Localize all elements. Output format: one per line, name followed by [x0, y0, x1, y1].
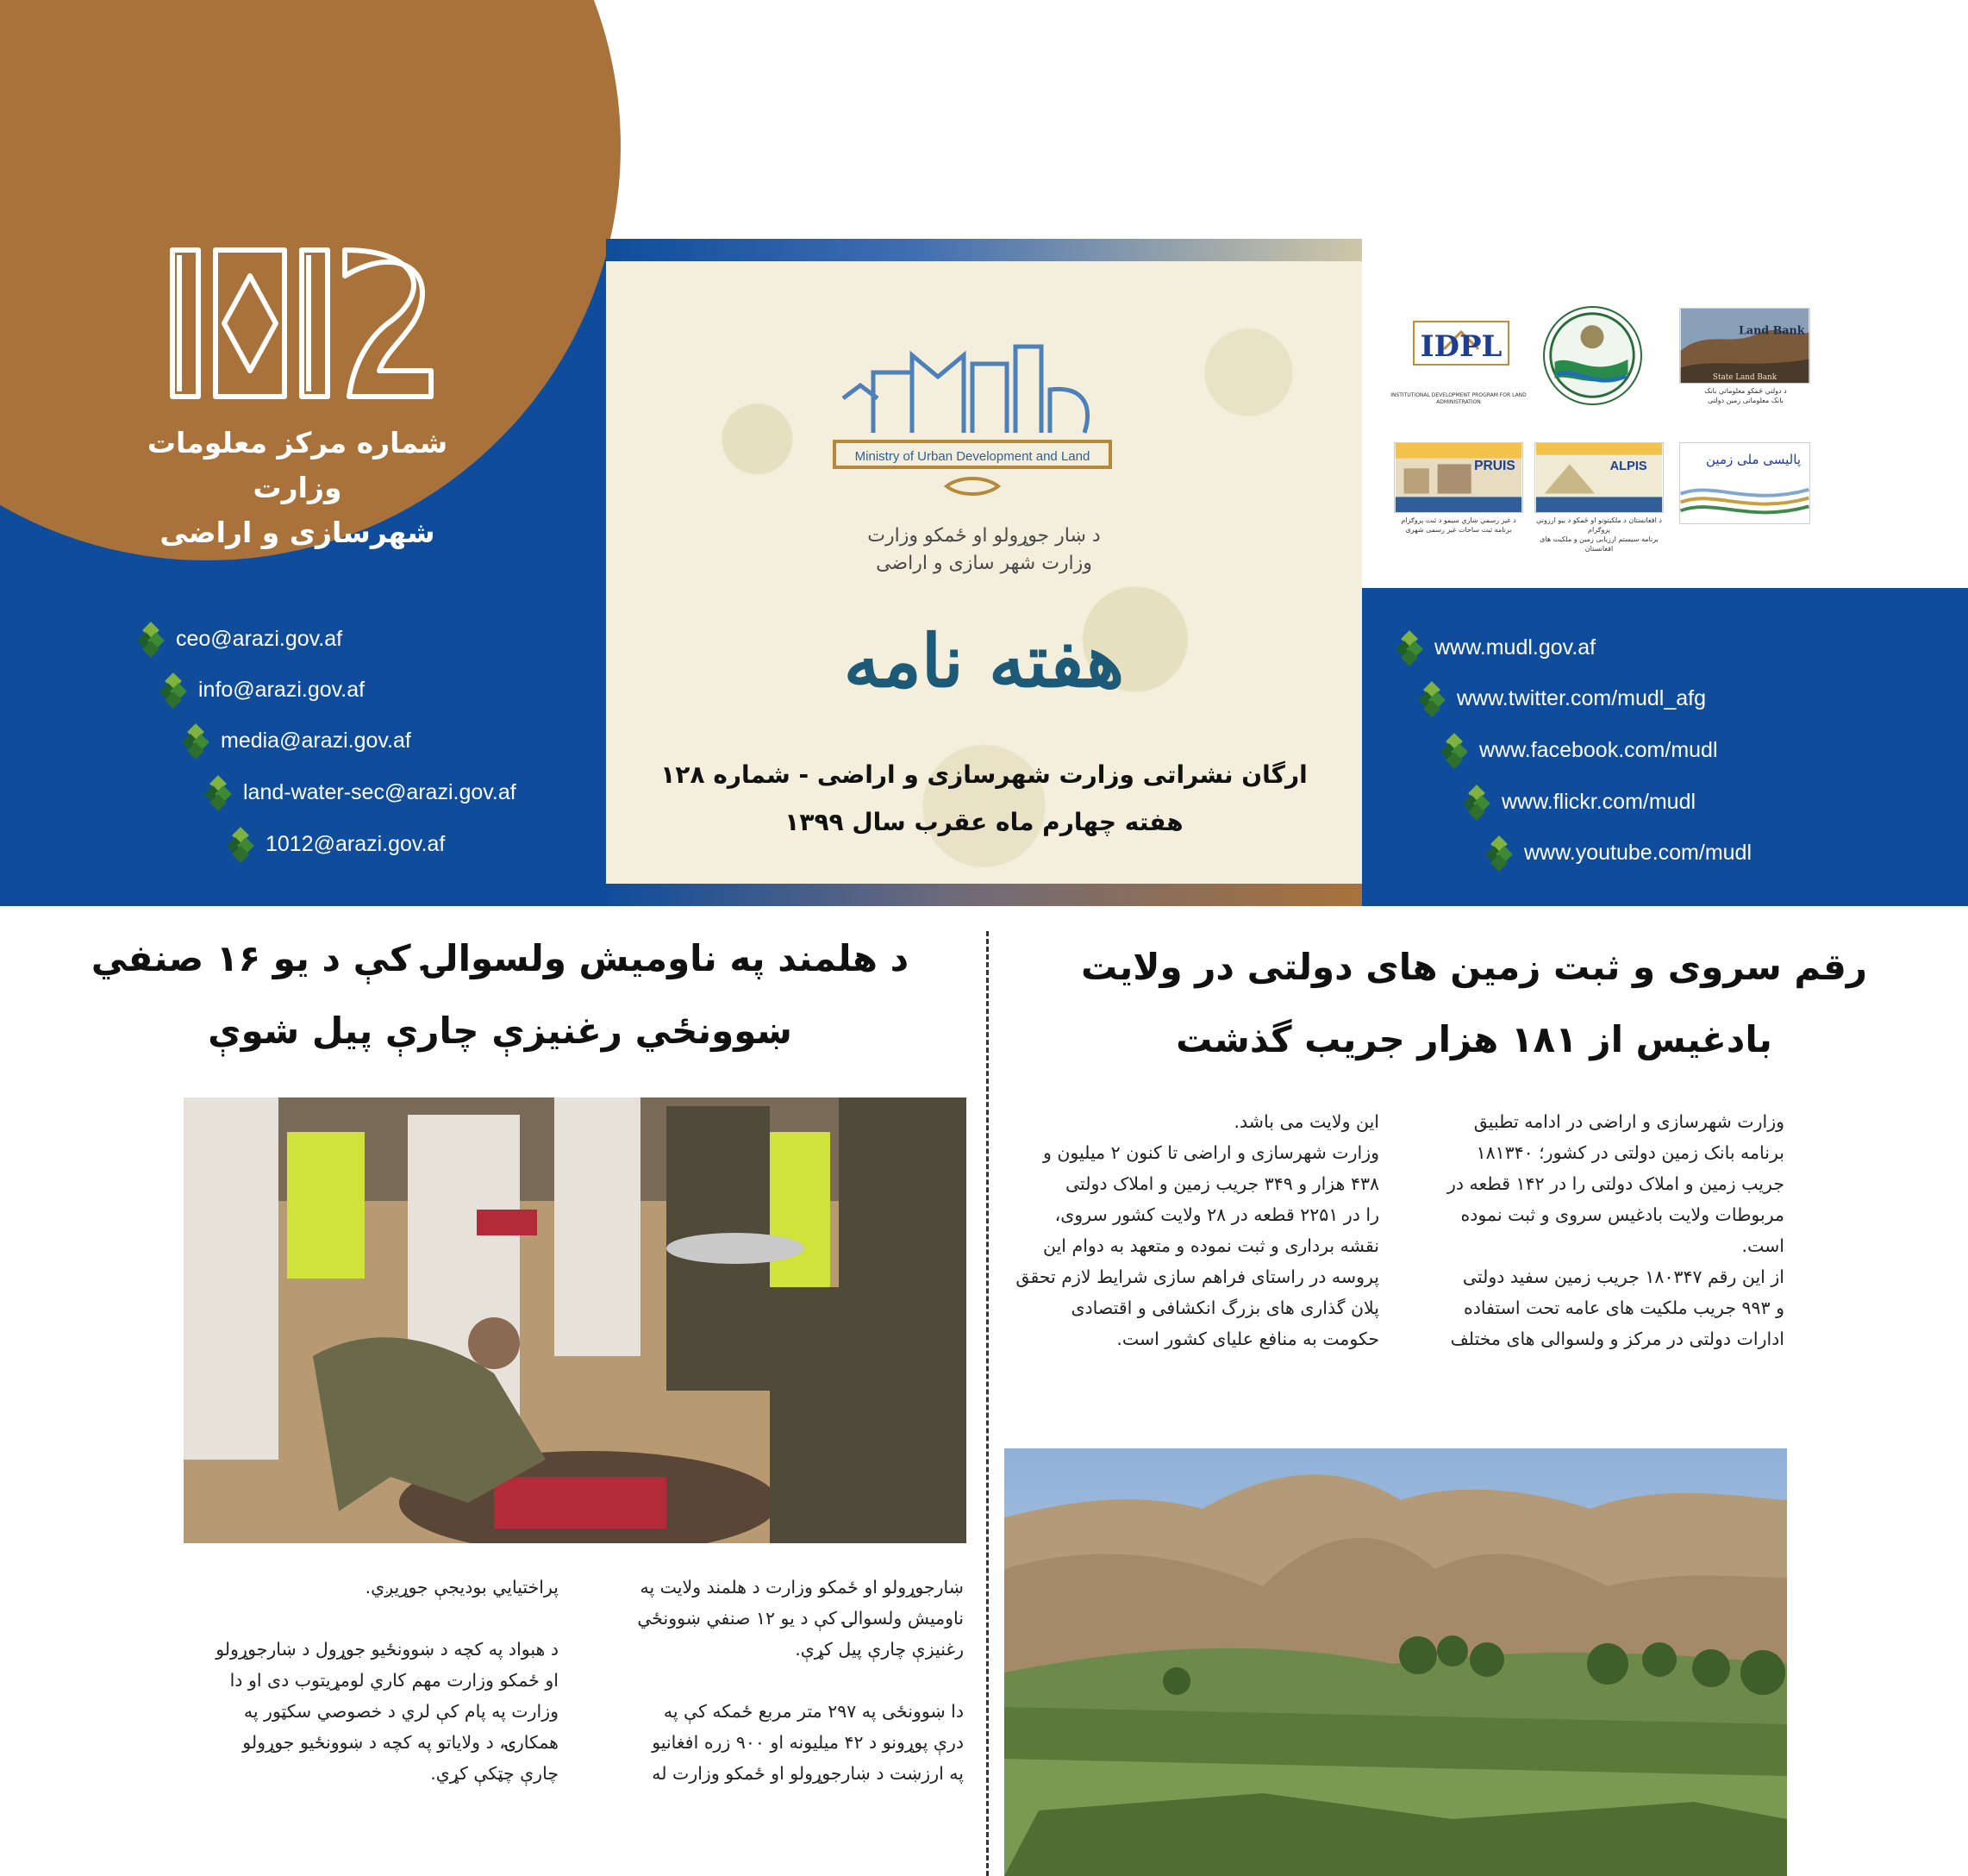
article-right-headline: [1000, 931, 1948, 1076]
email-text[interactable]: media@arazi.gov.af: [221, 728, 411, 753]
svg-text:PRUIS: PRUIS: [1474, 459, 1515, 474]
article-left-column-1: ښارجوړولو او ځمکو وزارت د هلمند ولایت په ناومیش ولسوالۍ کې د یو ۱۲ صنفي ښوونځي رغنیزې چارې پیل کړې. دا ښوونځی په ۲۹۷ متر مربع ځمکه کې په درې پوړونو د ۴۲ میلیونه او ۹۰۰ زره افغانیو په ارزښت د ښارجوړولو او ځمکو وزارت له: [637, 1577, 964, 1784]
alpis-logo: [1534, 442, 1664, 513]
bullet-icon: [228, 828, 253, 860]
article-left-headline: [26, 922, 974, 1067]
ministry-logo: [826, 338, 1119, 510]
hotline-title-line1: شماره مرکز معلومات وزارت: [147, 426, 448, 504]
pruis-logo: [1394, 442, 1523, 513]
bullet-icon: [1441, 734, 1467, 766]
bullet-icon: [1486, 836, 1512, 869]
column-divider: [986, 931, 989, 1876]
svg-text:IDPL: IDPL: [1420, 329, 1503, 364]
link-item[interactable]: [1464, 785, 1696, 818]
article-left-headline-line1: د هلمند په ناومیش ولسوالۍ کې د یو ۱۶ صنفي: [91, 937, 909, 979]
hotline-number-logo: [164, 241, 440, 405]
school-groundbreaking-photo: [184, 1097, 966, 1543]
svg-text:ALPIS: ALPIS: [1609, 460, 1647, 474]
email-text[interactable]: info@arazi.gov.af: [198, 677, 365, 702]
idpl-caption: INSTITUTIONAL DEVELOPMENT PROGRAM FOR LAND ADMINISTRATION: [1390, 392, 1527, 405]
email-item[interactable]: [160, 673, 365, 706]
email-text[interactable]: ceo@arazi.gov.af: [176, 626, 343, 651]
email-item[interactable]: [138, 622, 342, 655]
bullet-icon: [1419, 682, 1445, 715]
bullet-icon: [183, 724, 209, 757]
link-item[interactable]: [1486, 836, 1752, 869]
link-text[interactable]: www.flickr.com/mudl: [1502, 789, 1696, 814]
alpis-caption: د افغانستان د ملکیتونو او ځمکو د بیو ارزونې پروګرام برنامه سیستم ارزیابی زمین و ملکیت های افغانستان: [1536, 516, 1662, 553]
article-left-headline-line2: ښوونځي رغنیزې چارې پیل شوې: [208, 1010, 792, 1052]
cover-bottom-stripe: [606, 884, 1362, 906]
svg-text:Land Bank: Land Bank: [1738, 323, 1805, 337]
link-text[interactable]: www.facebook.com/mudl: [1479, 737, 1718, 762]
link-text[interactable]: www.twitter.com/mudl_afg: [1457, 685, 1706, 710]
badghis-landscape-photo: [1004, 1448, 1787, 1876]
issue-date: هفته چهارم ماه عقرب سال ۱۳۹۹: [784, 808, 1184, 836]
link-text[interactable]: www.youtube.com/mudl: [1524, 840, 1752, 865]
link-text[interactable]: www.mudl.gov.af: [1434, 635, 1596, 660]
article-right-column-1: وزارت شهرسازی و اراضی در ادامه تطبیق برنامه بانک زمین دولتی در کشور؛ ۱۸۱۳۴۰ جریب زمین و املاک دولتی را در ۱۴۲ قطعه در مربوطات ولایت بادغیس سروی و ثبت نموده است. از این رقم ۱۸۰۳۴۷ جریب زمین سفید دولتی و ۹۹۳ جریب ملکیت های عامه تحت استفاده ادارات دولتی در مرکز و ولسوالی های مختلف: [1446, 1111, 1784, 1349]
article-right-column-2: این ولایت می باشد. وزارت شهرسازی و اراضی تا کنون ۲ میلیون و ۴۳۸ هزار و ۳۴۹ جریب زمین و املاک دولتی را در ۲۲۵۱ قطعه در ۲۸ ولایت کشور سروی، نقشه برداری و ثبت نموده و متعهد به دوام این پروسه در راستای فراهم سازی شرایط لازم تحقق پلان گذاری های بزرگ انکشافی و اقتصادی حکومت به منافع علیای کشور است.: [1015, 1111, 1379, 1349]
logo-text: Ministry of Urban Development and Land: [854, 449, 1090, 464]
article-right-headline-line1: رقم سروی و ثبت زمین های دولتی در ولایت: [1080, 946, 1868, 988]
email-item[interactable]: [228, 828, 445, 860]
email-item[interactable]: [183, 724, 411, 757]
bullet-icon: [1464, 785, 1490, 818]
article-right-headline-line2: بادغیس از ۱۸۱ هزار جریب گذشت: [1176, 1018, 1772, 1060]
svg-text:State Land Bank: State Land Bank: [1712, 373, 1777, 383]
article-left-column-2: پراختیایي بودیجې جوړیږي. د هبواد په کچه د ښوونځیو جوړول د ښارجوړولو او ځمکو وزارت مهم کاري لومړیتوب دی او دا وزارت په پام کې لري د خصوصي سکټور په همکارۍ، د ولایاتو په کچه د ښوونځیو جوړولو چارې چټکې کړي.: [216, 1577, 559, 1784]
bullet-icon: [160, 673, 186, 706]
ministry-name-dari: وزارت شهر سازی و اراضی: [876, 553, 1092, 574]
land-policy-logo: پالیسی ملی زمین: [1679, 442, 1810, 524]
pruis-caption: د غیر رسمي ښاري سیمو د ثبت پروګرام برنامه ثبت ساحات غیر رسمی شهری: [1401, 516, 1516, 534]
newsletter-title: هفته نامه: [843, 618, 1125, 704]
newsletter-cover: [606, 239, 1362, 906]
email-item[interactable]: [205, 776, 516, 809]
land-bank-logo: [1679, 308, 1810, 384]
issue-subtitle: ارگان نشراتی وزارت شهرسازی و اراضی - شماره ۱۲۸: [660, 760, 1308, 789]
email-text[interactable]: 1012@arazi.gov.af: [266, 831, 446, 856]
bullet-icon: [205, 776, 231, 809]
ministry-name-pashto: د ښار جوړولو او ځمکو وزارت: [867, 525, 1101, 547]
hotline-title-line2: شهرسازی و اراضی: [159, 516, 435, 549]
link-item[interactable]: [1419, 682, 1706, 715]
email-text[interactable]: land-water-sec@arazi.gov.af: [243, 779, 516, 804]
land-bank-caption: د دولتي ځمکو معلوماتي بانک بانک معلوماتی زمین دولتی: [1704, 387, 1787, 404]
link-item[interactable]: [1441, 734, 1718, 766]
idpl-logo: [1396, 306, 1521, 392]
bullet-icon: [1396, 631, 1422, 664]
bullet-icon: [138, 622, 164, 655]
cover-top-stripe: [606, 239, 1362, 261]
link-item[interactable]: [1396, 631, 1596, 664]
ministry-seal-logo: [1543, 306, 1642, 405]
hotline-title: [129, 421, 465, 555]
